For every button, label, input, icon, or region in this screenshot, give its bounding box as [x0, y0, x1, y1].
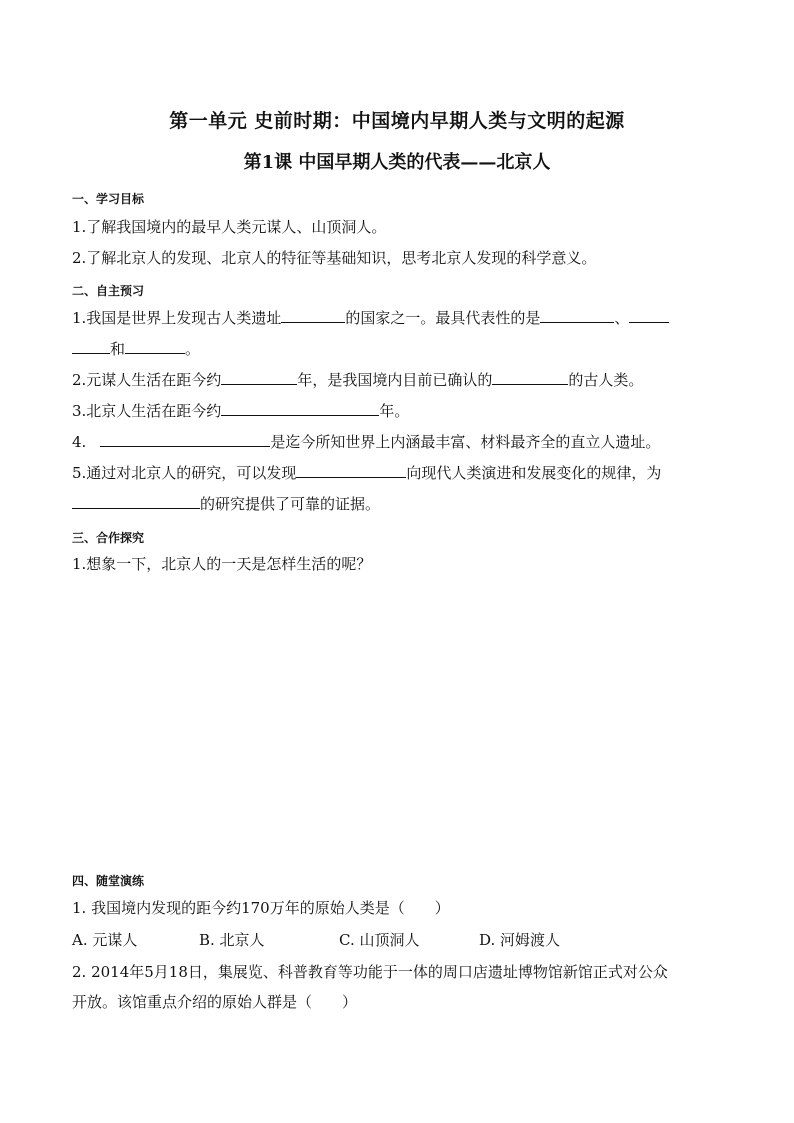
objective-1: 1.了解我国境内的最早人类元谋人、山顶洞人。 — [72, 218, 387, 236]
section-heading-explore: 三、合作探究 — [72, 531, 145, 545]
preview-q5-line2 — [72, 493, 380, 514]
preview-q2-text-b: 年，是我国境内目前已确认的 — [297, 371, 493, 389]
answer-blank[interactable] — [221, 401, 379, 416]
practice-q2-line2: 开放。该馆重点介绍的原始人群是（ ） — [72, 993, 358, 1011]
preview-q1-text-b: 的国家之一。最具代表性的是 — [345, 309, 541, 327]
practice-q1-option-a[interactable]: A. 元谋人 — [72, 931, 138, 949]
answer-blank[interactable] — [72, 494, 200, 509]
objective-2: 2.了解北京人的发现、北京人的特征等基础知识，思考北京人发现的科学意义。 — [72, 249, 597, 267]
answer-blank[interactable] — [296, 463, 406, 478]
answer-blank[interactable] — [125, 339, 185, 354]
preview-q5-text-a: 5.通过对北京人的研究，可以发现 — [72, 464, 297, 482]
preview-q3-text-b: 年。 — [379, 402, 410, 420]
explore-q1: 1.想象一下，北京人的一天是怎样生活的呢？ — [72, 555, 372, 573]
preview-q2 — [72, 369, 643, 390]
answer-blank[interactable] — [281, 308, 345, 323]
preview-q5-text-b: 向现代人类演进和发展变化的规律，为 — [406, 464, 662, 482]
answer-blank[interactable] — [492, 370, 568, 385]
preview-q5-text-c: 的研究提供了可靠的证据。 — [200, 495, 381, 513]
practice-q1-option-b[interactable]: B. 北京人 — [199, 931, 265, 949]
unit-title: 第一单元 史前时期：中国境内早期人类与文明的起源 — [169, 110, 625, 132]
answer-blank[interactable] — [221, 370, 297, 385]
preview-q4-text-a: 4. — [72, 433, 87, 451]
section-heading-preview: 二、自主预习 — [72, 284, 145, 298]
preview-q1-text-d: 和 — [110, 340, 126, 358]
preview-q5-line1 — [72, 462, 661, 483]
practice-q1-option-d[interactable]: D. 河姆渡人 — [479, 931, 561, 949]
preview-q4 — [72, 431, 660, 452]
preview-q2-text-c: 的古人类。 — [568, 371, 644, 389]
section-heading-objectives: 一、学习目标 — [72, 192, 145, 206]
preview-q1-text-c: 、 — [614, 309, 630, 327]
preview-q1-text-a: 1.我国是世界上发现古人类遗址 — [72, 309, 282, 327]
answer-blank[interactable] — [629, 308, 669, 323]
preview-q2-text-a: 2.元谋人生活在距今约 — [72, 371, 222, 389]
section-heading-practice: 四、随堂演练 — [72, 874, 145, 888]
answer-blank[interactable] — [72, 339, 110, 354]
lesson-title: 第1课 中国早期人类的代表——北京人 — [243, 152, 551, 173]
preview-q3 — [72, 400, 409, 421]
answer-blank[interactable] — [540, 308, 614, 323]
preview-q3-text-a: 3.北京人生活在距今约 — [72, 402, 222, 420]
answer-blank[interactable] — [100, 432, 270, 447]
preview-q1-line2 — [72, 338, 200, 359]
preview-q4-text-b: 是迄今所知世界上内涵最丰富、材料最齐全的直立人遗址。 — [270, 433, 661, 451]
preview-q1-line1 — [72, 307, 669, 328]
preview-q1-text-e: 。 — [185, 340, 201, 358]
practice-q1-option-c[interactable]: C. 山顶洞人 — [339, 931, 420, 949]
practice-q2-line1: 2. 2014年5月18日，集展览、科普教育等功能于一体的周口店遗址博物馆新馆正式对公众 — [72, 963, 668, 981]
practice-q1: 1. 我国境内发现的距今约170万年的原始人类是（ ） — [72, 899, 450, 917]
